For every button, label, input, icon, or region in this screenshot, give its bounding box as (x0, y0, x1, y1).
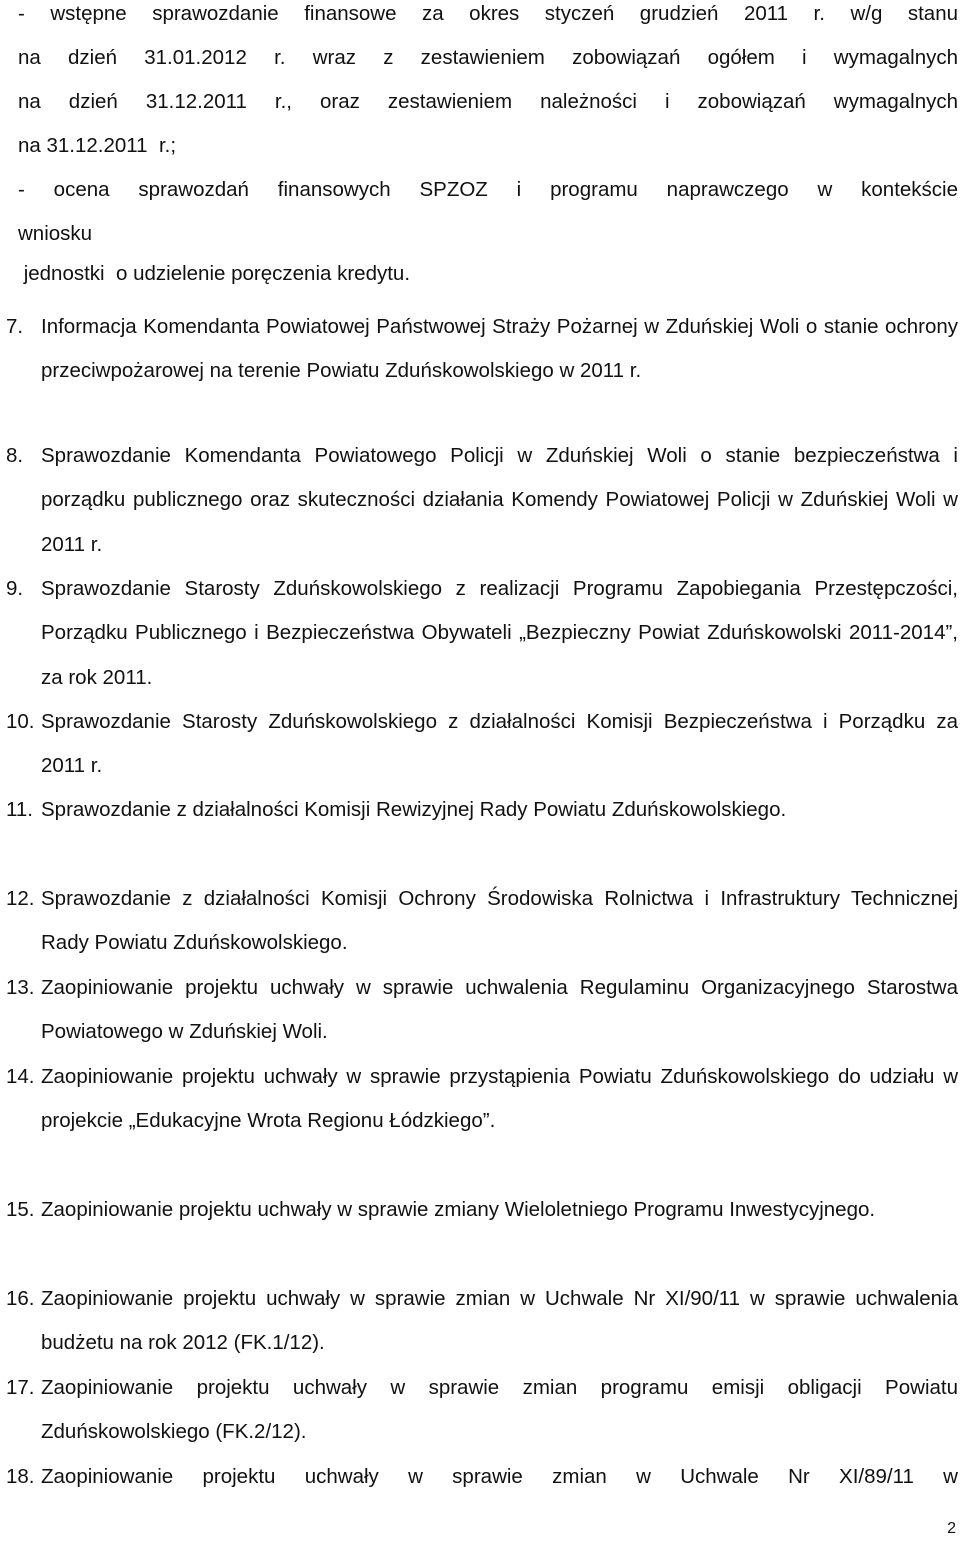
item-text: Sprawozdanie Starosty Zduńskowolskiego z realizacji Programu Zapobiegania Przestępczości, Porządku Publicznego i Bezpieczeństwa Obywateli „Bezpieczny Powiat Zduńskowolski 2011-2014”, za rok 2011. (41, 577, 958, 689)
intro-line: jednostki o udzielenie poręczenia kredytu. (18, 262, 411, 285)
item-number: 8. (6, 444, 24, 467)
item-text: Zaopiniowanie projektu uchwały w sprawie przystąpienia Powiatu Zduńskowolskiego do udziału w projekcie „Edukacyjne Wrota Regionu Łódzkiego”. (41, 1065, 958, 1133)
item-text: Zaopiniowanie projektu uchwały w sprawie zmian w Uchwale Nr XI/89/11 w (41, 1465, 958, 1488)
item-number: 15. (6, 1198, 35, 1221)
item-number: 9. (6, 577, 24, 600)
item-number: 14. (6, 1065, 35, 1088)
item-number: 10. (6, 710, 35, 733)
page-number: 2 (947, 1520, 956, 1537)
item-text: Sprawozdanie z działalności Komisji Rewizyjnej Rady Powiatu Zduńskowolskiego. (41, 798, 787, 821)
intro-line: na 31.12.2011 r.; (18, 134, 177, 157)
item-number: 16. (6, 1287, 35, 1310)
item-number: 7. (6, 315, 24, 338)
item-number: 18. (6, 1465, 35, 1488)
intro-line: na dzień 31.01.2012 r. wraz z zestawieniem zobowiązań ogółem i wymagalnych (18, 46, 958, 69)
item-text: Zaopiniowanie projektu uchwały w sprawie uchwalenia Regulaminu Organizacyjnego Starostwa Powiatowego w Zduńskiej Woli. (41, 976, 958, 1044)
intro-line: wniosku (18, 222, 93, 245)
item-number: 12. (6, 887, 35, 910)
item-text: Zaopiniowanie projektu uchwały w sprawie zmian programu emisji obligacji Powiatu Zduńskowolskiego (FK.2/12). (41, 1376, 958, 1444)
item-text: Zaopiniowanie projektu uchwały w sprawie zmiany Wieloletniego Programu Inwestycyjnego. (41, 1198, 876, 1221)
item-text: Sprawozdanie Starosty Zduńskowolskiego z działalności Komisji Bezpieczeństwa i Porządku za 2011 r. (41, 710, 958, 778)
item-text: Zaopiniowanie projektu uchwały w sprawie zmian w Uchwale Nr XI/90/11 w sprawie uchwalenia budżetu na rok 2012 (FK.1/12). (41, 1287, 958, 1355)
item-number: 13. (6, 976, 35, 999)
intro-line: - wstępne sprawozdanie finansowe za okres styczeń grudzień 2011 r. w/g stanu (18, 2, 958, 25)
item-number: 17. (6, 1376, 35, 1399)
intro-line: na dzień 31.12.2011 r., oraz zestawieniem należności i zobowiązań wymagalnych (18, 90, 958, 113)
intro-line: - ocena sprawozdań finansowych SPZOZ i programu naprawczego w kontekście (18, 178, 958, 201)
item-text: Sprawozdanie Komendanta Powiatowego Policji w Zduńskiej Woli o stanie bezpieczeństwa i porządku publicznego oraz skuteczności działania Komendy Powiatowej Policji w Zduńskiej Woli w 2011 r. (41, 444, 958, 556)
item-text: Sprawozdanie z działalności Komisji Ochrony Środowiska Rolnictwa i Infrastruktury Technicznej Rady Powiatu Zduńskowolskiego. (41, 887, 958, 955)
item-text: Informacja Komendanta Powiatowej Państwowej Straży Pożarnej w Zduńskiej Woli o stanie ochrony przeciwpożarowej na terenie Powiatu Zduńskowolskiego w 2011 r. (41, 315, 958, 383)
item-number: 11. (6, 798, 33, 821)
